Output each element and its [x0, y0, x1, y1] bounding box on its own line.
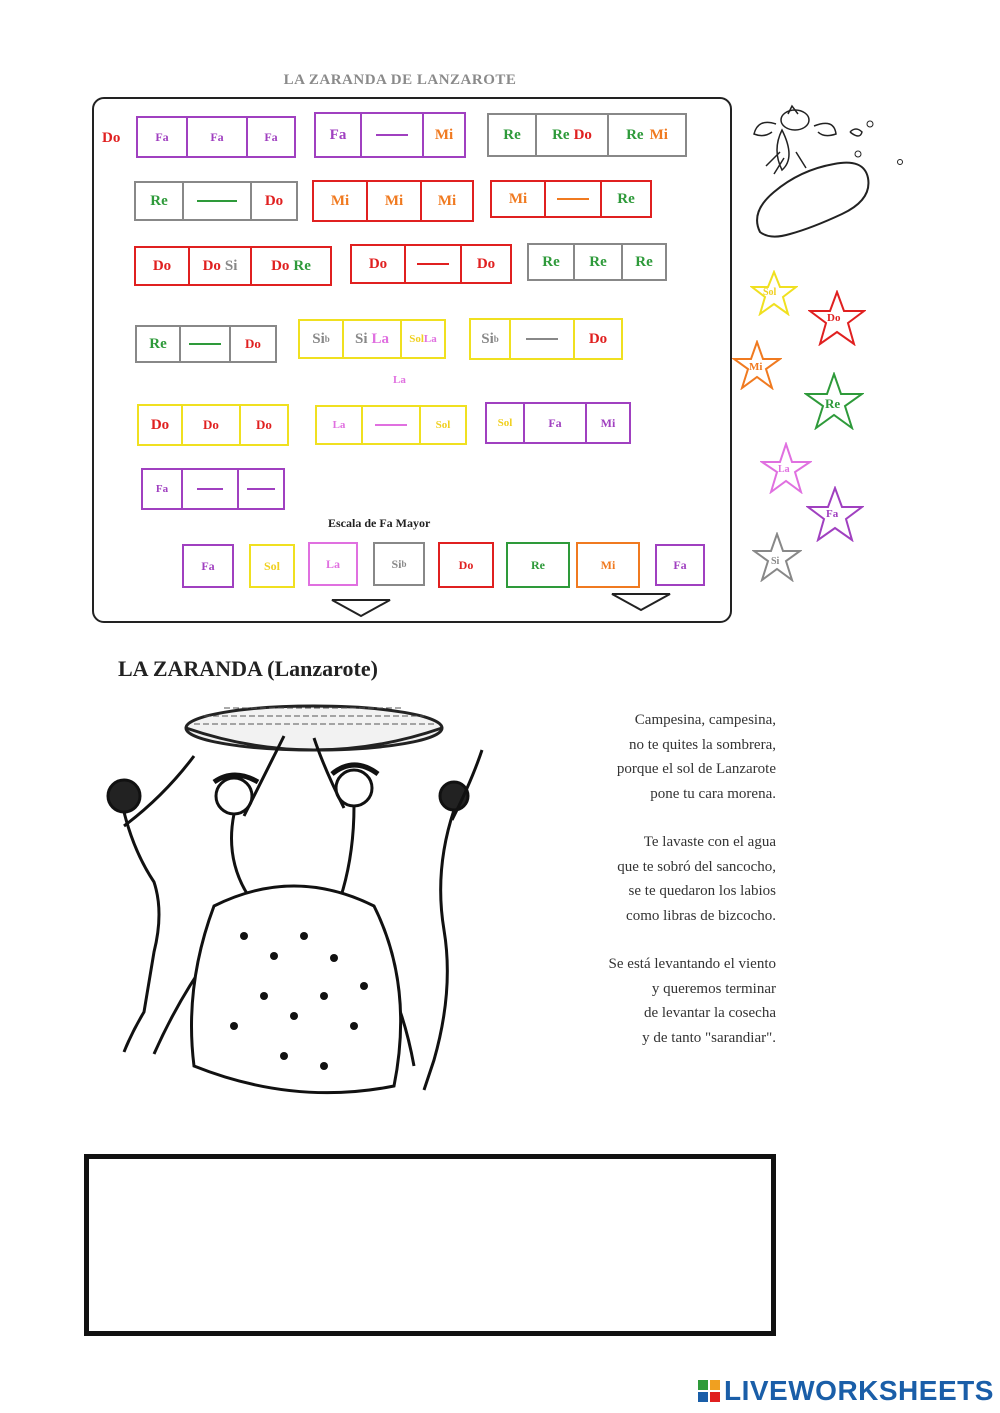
- scale-note-fa: Fa: [182, 544, 234, 588]
- lyric-line: y de tanto "sarandiar".: [642, 1029, 776, 1046]
- verse: [560, 952, 776, 1050]
- note-group: [315, 405, 467, 445]
- dash-line: [557, 198, 589, 200]
- note-cell[interactable]: Fa: [314, 112, 362, 158]
- lobster-island-illustration: [740, 92, 910, 252]
- star-do[interactable]: [808, 290, 866, 346]
- note-group: [469, 318, 623, 360]
- note-text: Re: [293, 257, 311, 274]
- star-label: Fa: [826, 508, 839, 520]
- dash-cell[interactable]: [406, 244, 462, 284]
- note-cell[interactable]: [252, 246, 332, 286]
- note-cell[interactable]: Do: [137, 404, 183, 446]
- song-lyrics: [560, 708, 776, 1074]
- note-label: Do: [102, 130, 121, 146]
- dash-line: [247, 488, 275, 490]
- star-si[interactable]: [752, 532, 802, 582]
- note-text: La: [423, 333, 437, 345]
- note-cell[interactable]: [344, 319, 402, 359]
- note-group: [137, 404, 289, 446]
- dash-cell[interactable]: [363, 405, 421, 445]
- dash-cell[interactable]: [183, 468, 239, 510]
- star-re[interactable]: [804, 372, 864, 430]
- dash-line: [197, 488, 223, 490]
- note-cell[interactable]: Re: [602, 180, 652, 218]
- note-cell[interactable]: Do: [575, 318, 623, 360]
- note-text: Si: [224, 257, 238, 274]
- logo-icon: [698, 1380, 720, 1402]
- scale-note-si: [373, 542, 425, 586]
- note-group: [487, 113, 687, 157]
- note-cell[interactable]: Fa: [188, 116, 248, 158]
- down-triangle-icon: [330, 598, 392, 618]
- star-mi[interactable]: [732, 340, 782, 390]
- note-cell[interactable]: [609, 113, 687, 157]
- lyric-line: se te quedaron los labios: [628, 883, 776, 899]
- note-cell[interactable]: Mi: [424, 112, 466, 158]
- note-cell[interactable]: [190, 246, 252, 286]
- note-text: Mi: [649, 126, 668, 143]
- note-cell[interactable]: Re: [575, 243, 623, 281]
- note-text: Re: [626, 126, 644, 143]
- scale-note-mi: Mi: [576, 542, 640, 588]
- lyric-line: pone tu cara morena.: [650, 785, 776, 802]
- dash-line: [376, 134, 408, 136]
- note-cell[interactable]: Re: [487, 113, 537, 157]
- note-cell[interactable]: Mi: [490, 180, 546, 218]
- down-triangle-icon: [610, 592, 672, 612]
- scale-note-la: La: [308, 542, 358, 586]
- note-cell[interactable]: Do: [231, 325, 277, 363]
- note-cell[interactable]: [537, 113, 609, 157]
- note-cell[interactable]: Re: [527, 243, 575, 281]
- note-cell[interactable]: Do: [252, 181, 298, 221]
- note-group: [134, 246, 332, 286]
- scale-note-re: Re: [506, 542, 570, 588]
- note-cell[interactable]: Mi: [368, 180, 422, 222]
- song-title: LA ZARANDA (Lanzarote): [118, 656, 378, 681]
- note-cell[interactable]: Do: [134, 246, 190, 286]
- dash-line: [417, 263, 449, 265]
- flat-symbol: b: [401, 559, 407, 569]
- star-la[interactable]: [760, 442, 812, 494]
- note-text: Do: [271, 257, 290, 274]
- note-cell[interactable]: Do: [462, 244, 512, 284]
- note-label: La: [393, 374, 406, 386]
- note-text: Si: [312, 330, 325, 347]
- note-group: [350, 244, 512, 284]
- note-cell[interactable]: Re: [134, 181, 184, 221]
- lyric-line: Campesina, campesina,: [634, 712, 776, 728]
- lyric-line: porque el sol de Lanzarote: [616, 761, 776, 777]
- note-cell[interactable]: La: [315, 405, 363, 445]
- star-label: Sol: [763, 287, 777, 298]
- note-text: Si: [354, 330, 368, 347]
- note-cell[interactable]: Do: [350, 244, 406, 284]
- dash-line: [197, 200, 237, 202]
- answer-box[interactable]: [84, 1154, 776, 1336]
- dash-cell[interactable]: [546, 180, 602, 218]
- scale-note-fa-high: Fa: [655, 544, 705, 586]
- note-text: Sol: [409, 333, 424, 345]
- dash-cell[interactable]: [184, 181, 252, 221]
- star-label: Re: [825, 396, 841, 411]
- note-cell[interactable]: Fa: [248, 116, 296, 158]
- logo-text: LIVEWORKSHEETS: [724, 1375, 994, 1406]
- dash-line: [526, 338, 558, 340]
- note-group: [141, 468, 285, 510]
- dash-line: [375, 424, 407, 426]
- note-cell[interactable]: [402, 319, 446, 359]
- note-text: Si: [391, 556, 402, 571]
- note-text: La: [371, 330, 390, 347]
- note-cell[interactable]: [298, 319, 344, 359]
- note-text: Do: [573, 126, 592, 143]
- lyric-line: Te lavaste con el agua: [643, 834, 776, 850]
- note-group: [485, 402, 631, 444]
- note-group: [490, 180, 652, 218]
- note-group: [314, 112, 466, 158]
- worksheet-title: LA ZARANDA DE LANZAROTE: [283, 72, 517, 88]
- flat-symbol: b: [493, 334, 499, 344]
- verse: [560, 708, 776, 806]
- note-cell[interactable]: Re: [623, 243, 667, 281]
- dash-line: [189, 343, 221, 345]
- note-group: [136, 116, 296, 158]
- note-cell[interactable]: Fa: [136, 116, 188, 158]
- dash-cell[interactable]: [181, 325, 231, 363]
- star-sol[interactable]: [750, 270, 798, 316]
- star-label: La: [778, 464, 790, 475]
- dash-cell[interactable]: [362, 112, 424, 158]
- scale-note-sol: Sol: [249, 544, 295, 588]
- note-group: [298, 319, 446, 359]
- dash-cell[interactable]: [239, 468, 285, 510]
- flat-symbol: b: [324, 334, 330, 344]
- note-group: [312, 180, 474, 222]
- note-cell[interactable]: Fa: [525, 402, 587, 444]
- verse: [560, 830, 776, 928]
- star-label: Si: [771, 556, 780, 567]
- note-cell[interactable]: Sol: [421, 405, 467, 445]
- dash-cell[interactable]: [511, 318, 575, 360]
- star-label: Mi: [749, 361, 763, 373]
- note-cell[interactable]: Do: [183, 404, 241, 446]
- note-cell[interactable]: Mi: [422, 180, 474, 222]
- note-text: Si: [481, 330, 494, 347]
- scale-title: Escala de Fa Mayor: [328, 516, 431, 530]
- note-cell[interactable]: Fa: [141, 468, 183, 510]
- dancers-illustration: [94, 696, 504, 1116]
- scale-note-do: Do: [438, 542, 494, 588]
- lyric-line: Se está levantando el viento: [608, 956, 776, 972]
- liveworksheets-logo: [698, 1375, 994, 1407]
- note-text: Re: [552, 126, 570, 143]
- lyric-line: no te quites la sombrera,: [628, 736, 776, 753]
- note-cell[interactable]: Do: [241, 404, 289, 446]
- lyric-line: y queremos terminar: [651, 980, 776, 997]
- note-cell[interactable]: Sol: [485, 402, 525, 444]
- note-cell[interactable]: Re: [135, 325, 181, 363]
- note-group: [135, 325, 277, 363]
- lyric-line: de levantar la cosecha: [643, 1005, 776, 1021]
- note-group: [134, 181, 298, 221]
- note-cell[interactable]: Mi: [587, 402, 631, 444]
- star-fa[interactable]: [806, 486, 864, 542]
- lyric-line: que te sobró del sancocho,: [617, 858, 776, 875]
- lyric-line: como libras de bizcocho.: [626, 907, 776, 924]
- star-label: Do: [827, 312, 841, 324]
- note-group: [527, 243, 667, 281]
- note-cell[interactable]: [469, 318, 511, 360]
- note-text: Do: [202, 257, 221, 274]
- note-cell[interactable]: Mi: [312, 180, 368, 222]
